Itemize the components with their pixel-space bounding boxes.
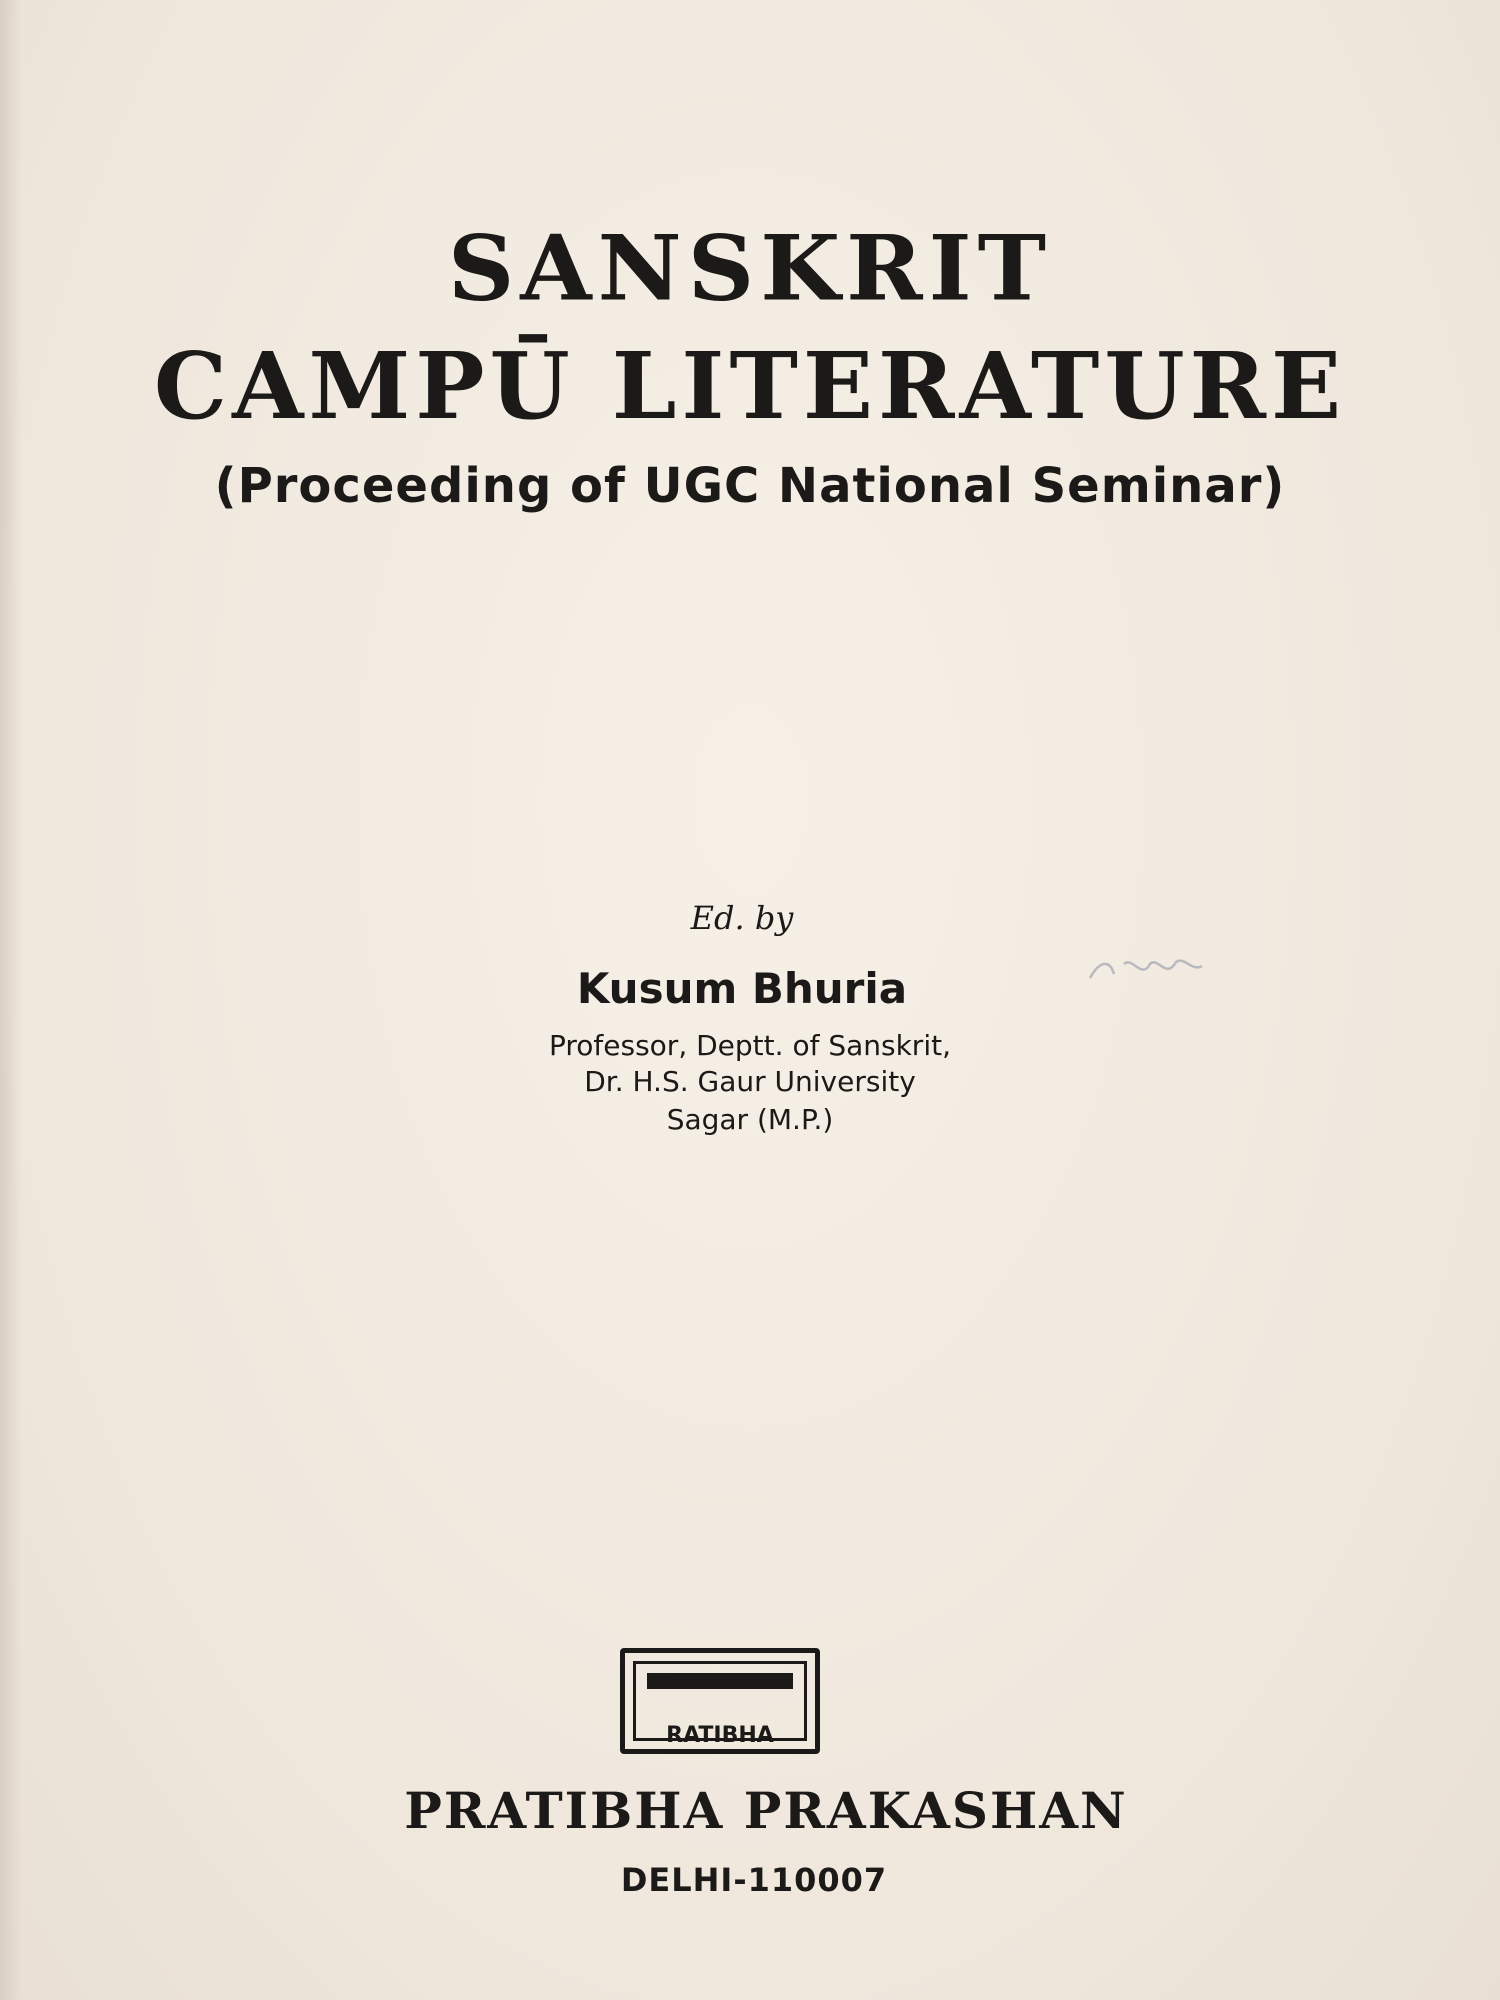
book-title-line-1: SANSKRIT xyxy=(447,215,1053,321)
editor-affiliation-line-3: Sagar (M.P.) xyxy=(666,1103,834,1136)
publisher-logo xyxy=(620,1648,820,1754)
book-subtitle: (Proceeding of UGC National Seminar) xyxy=(214,458,1286,514)
logo-bar xyxy=(647,1673,793,1689)
logo-text: RATIBHA xyxy=(666,1723,774,1748)
editor-affiliation-line-2: Dr. H.S. Gaur University xyxy=(584,1065,916,1098)
handwritten-mark xyxy=(1080,950,1210,990)
publisher-name: PRATIBHA PRAKASHAN xyxy=(404,1781,1128,1840)
edited-by-label: Ed. by xyxy=(690,899,794,937)
editor-name: Kusum Bhuria xyxy=(576,964,908,1013)
editor-affiliation-line-1: Professor, Deptt. of Sanskrit, xyxy=(549,1029,951,1062)
book-title-line-2: CAMPŪ LITERATURE xyxy=(153,332,1347,440)
publisher-city: DELHI-110007 xyxy=(620,1861,888,1899)
